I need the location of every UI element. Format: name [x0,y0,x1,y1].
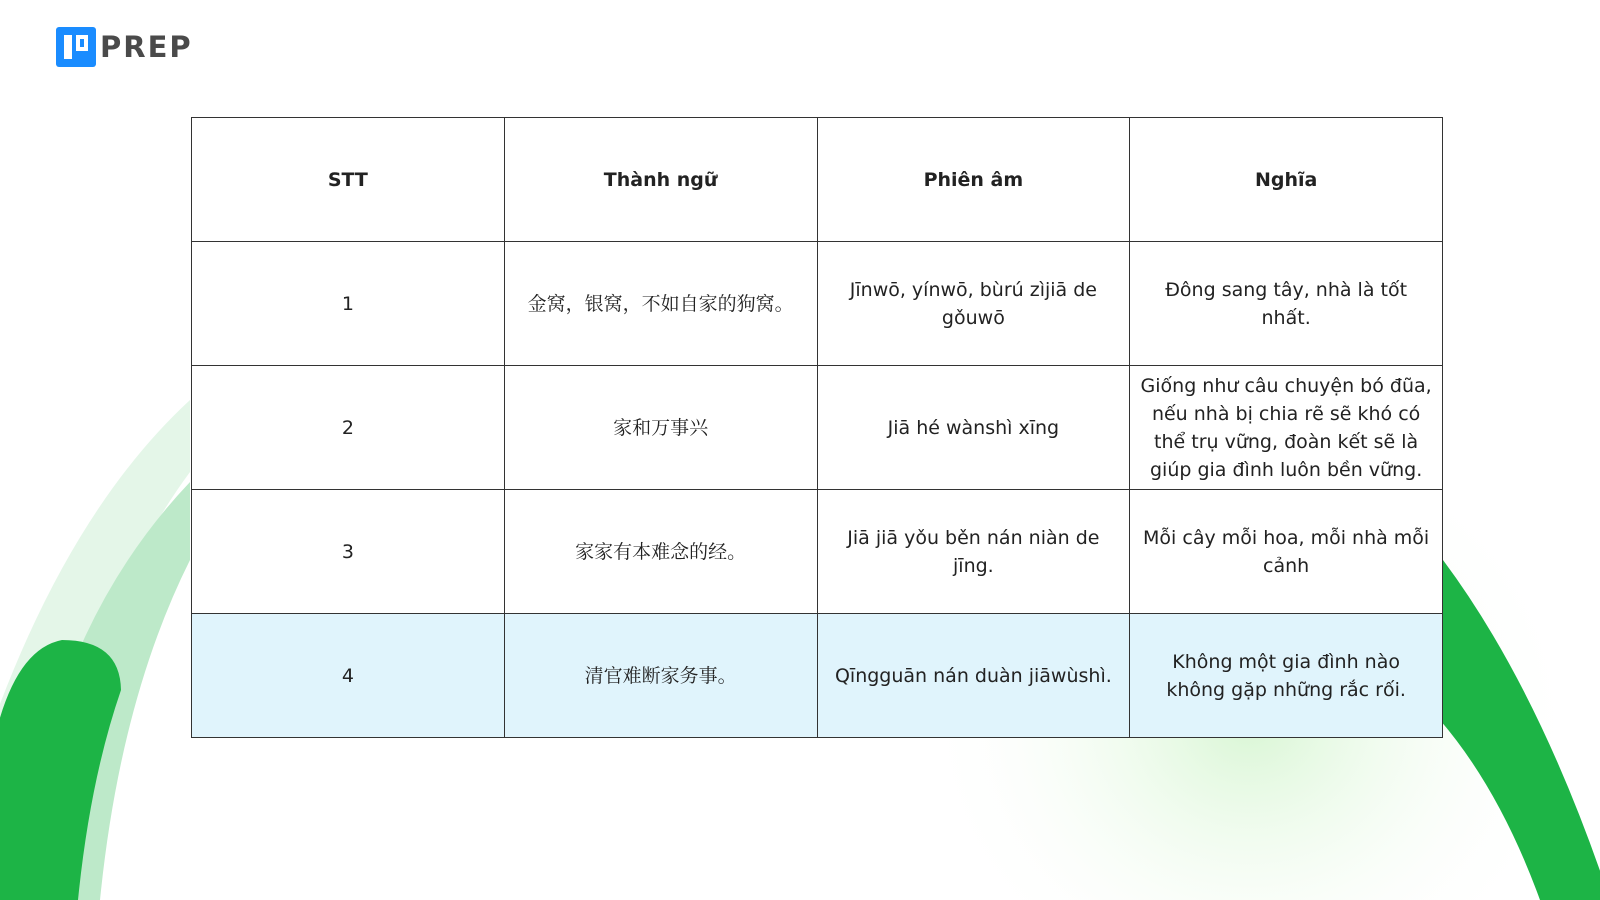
cell-meaning: Đông sang tây, nhà là tốt nhất. [1130,242,1443,366]
cell-pinyin: Jiā hé wànshì xīng [817,366,1130,490]
table-row-highlighted [192,614,1443,738]
header-pinyin: Phiên âm [817,118,1130,242]
table-row [192,490,1443,614]
header-meaning: Nghĩa [1130,118,1443,242]
cell-pinyin: Jīnwō, yínwō, bùrú zìjiā de gǒuwō [817,242,1130,366]
cell-idiom: 金窝，银窝，不如自家的狗窝。 [504,242,817,366]
header-stt: STT [192,118,505,242]
cell-stt: 4 [192,614,505,738]
table-row [192,242,1443,366]
cell-meaning: Mỗi cây mỗi hoa, mỗi nhà mỗi cảnh [1130,490,1443,614]
prep-logo-icon [56,27,96,67]
cell-pinyin: Qīngguān nán duàn jiāwùshì. [817,614,1130,738]
cell-stt: 1 [192,242,505,366]
cell-pinyin: Jiā jiā yǒu běn nán niàn de jīng. [817,490,1130,614]
table-header-row [192,118,1443,242]
cell-stt: 3 [192,490,505,614]
cell-meaning: Không một gia đình nào không gặp những rắc rối. [1130,614,1443,738]
cell-idiom: 清官难断家务事。 [504,614,817,738]
cell-stt: 2 [192,366,505,490]
idioms-table-container [191,117,1443,738]
cell-idiom: 家和万事兴 [504,366,817,490]
table-row [192,366,1443,490]
idioms-table [191,117,1443,738]
cell-idiom: 家家有本难念的经。 [504,490,817,614]
logo-text: PREP [100,30,193,64]
prep-logo[interactable] [56,27,193,67]
cell-meaning: Giống như câu chuyện bó đũa, nếu nhà bị chia rẽ sẽ khó có thể trụ vững, đoàn kết sẽ là giúp gia đình luôn bền vững. [1130,366,1443,490]
header-idiom: Thành ngữ [504,118,817,242]
